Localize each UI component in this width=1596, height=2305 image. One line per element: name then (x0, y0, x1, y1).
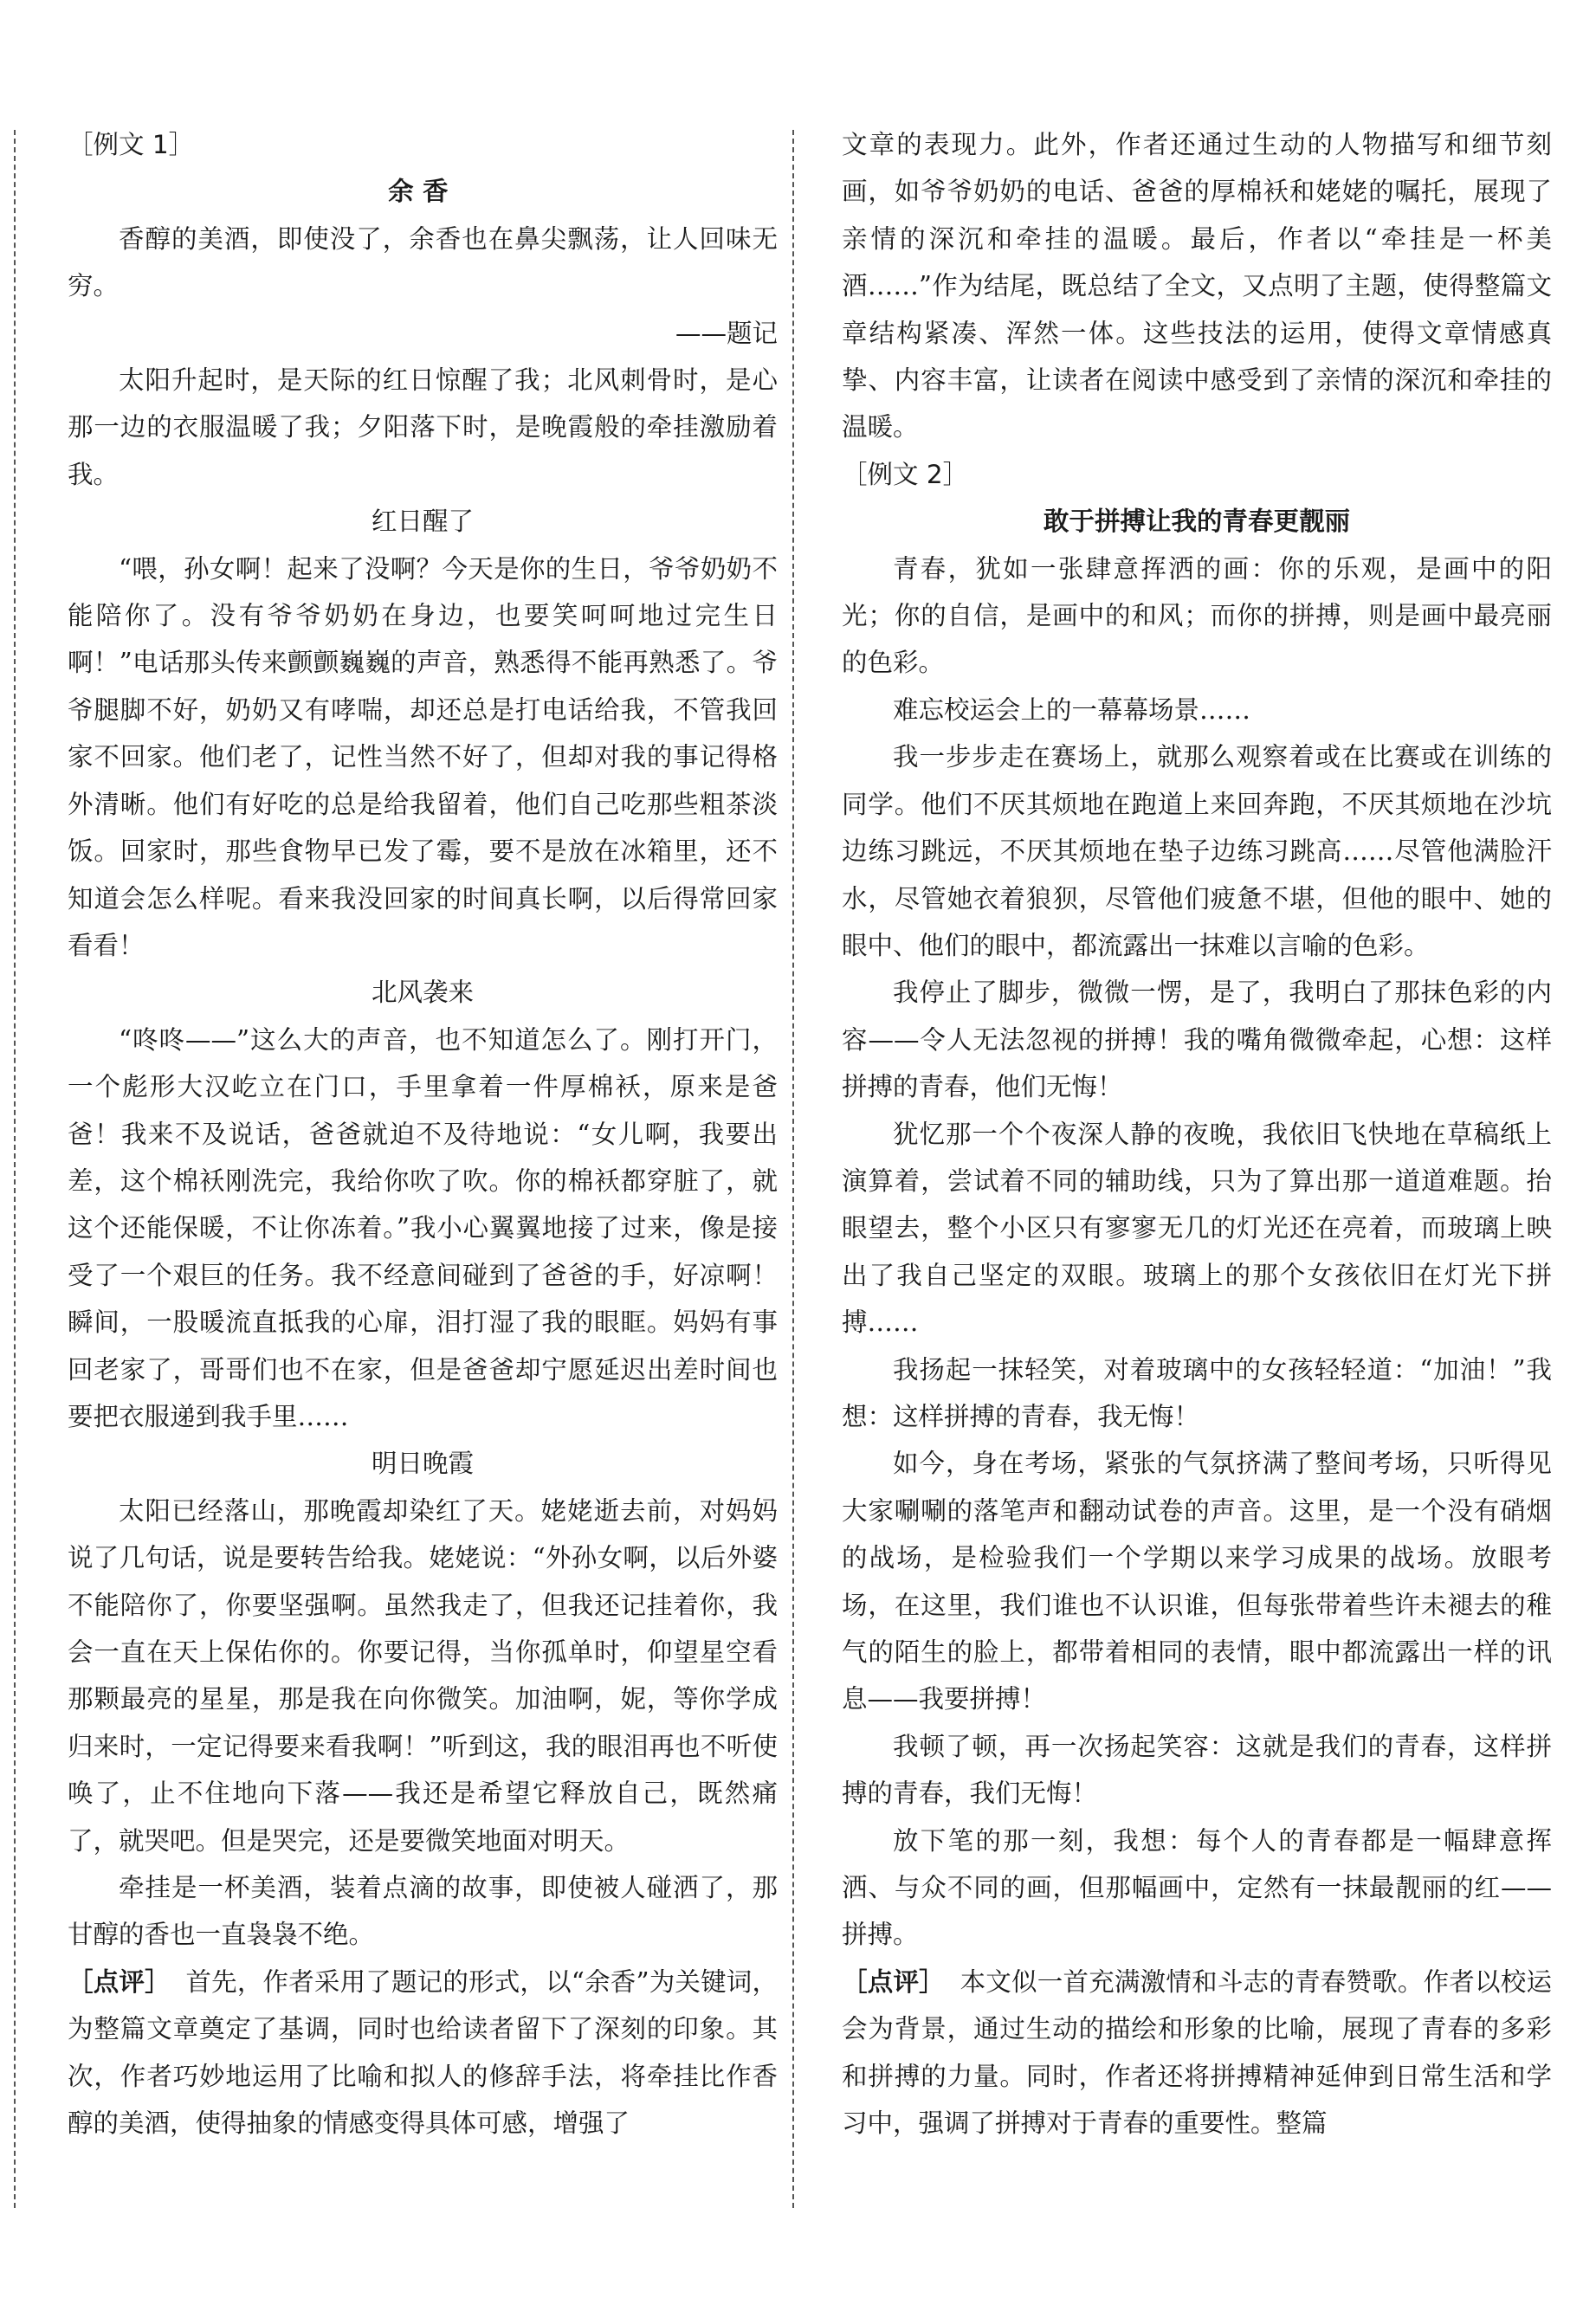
essay-2-paragraph-7: 如今，身在考场，紧张的气氛挤满了整间考场，只听得见大家唰唰的落笔声和翻动试卷的声音。这里，是一个没有硝烟的战场，是检验我们一个学期以来学习成果的战场。放眼考场，在这里，我们谁也不认识谁，但每张带着些许未褪去的稚气的陌生的脸上，都带着相同的表情，眼中都流露出一样的讯息——我要拼搏！ (842, 1449, 1552, 1714)
essay-1-section-3-title: 明日晚霞 (371, 1449, 474, 1479)
essay-2-paragraph-4: 我停止了脚步，微微一愣，是了，我明白了那抹色彩的内容——令人无法忽视的拼搏！我的嘴角微微牵起，心想：这样拼搏的青春，他们无悔！ (842, 978, 1552, 1102)
essay-1-comment-continued: 文章的表现力。此外，作者还通过生动的人物描写和细节刻画，如爷爷奶奶的电话、爸爸的厚棉袄和姥姥的嘱托，展现了亲情的深沉和牵挂的温暖。最后，作者以“牵挂是一杯美酒……”作为结尾，既总结了全文，又点明了主题，使得整篇文章结构紧凑、浑然一体。这些技法的运用，使得文章情感真挚、内容丰富，让读者在阅读中感受到了亲情的深沉和牵挂的温暖。 (842, 130, 1552, 442)
essay-1-section-1-title: 红日醒了 (371, 507, 474, 537)
essay-2-paragraph-5: 犹忆那一个个夜深人静的夜晚，我依旧飞快地在草稿纸上演算着，尝试着不同的辅助线，只为了算出那一道道难题。抬眼望去，整个小区只有寥寥无几的灯光还在亮着，而玻璃上映出了我自己坚定的双眼。玻璃上的那个女孩依旧在灯光下拼搏…… (842, 1119, 1552, 1338)
essay-1-intro: 太阳升起时，是天际的红日惊醒了我；北风刺骨时，是心那一边的衣服温暖了我；夕阳落下时，是晚霞般的牵挂激励着我。 (68, 365, 778, 489)
essay-1-comment-text: 首先，作者采用了题记的形式，以“余香”为关键词，为整篇文章奠定了基调，同时也给读者留下了深刻的印象。其次，作者巧妙地运用了比喻和拟人的修辞手法，将牵挂比作香醇的美酒，使得抽象的情感变得具体可感，增强了 (68, 1966, 778, 2139)
essay-1-epigraph: 香醇的美酒，即使没了，余香也在鼻尖飘荡，让人回味无穷。 (68, 223, 778, 301)
essay-1-ending: 牵挂是一杯美酒，装着点滴的故事，即使被人碰洒了，那甘醇的香也一直袅袅不绝。 (68, 1873, 778, 1950)
example-1-label: ［例文 1］ (68, 130, 195, 159)
essay-1-epigraph-sign: ——题记 (675, 318, 778, 348)
essay-1-comment (68, 1959, 778, 2147)
essay-2-paragraph-8: 我顿了顿，再一次扬起笑容：这就是我们的青春，这样拼搏的青春，我们无悔！ (842, 1731, 1552, 1809)
essay-2-title: 敢于拼搏让我的青春更靓丽 (1043, 507, 1350, 537)
left-column (68, 121, 778, 2147)
essay-1-section-2-text: “咚咚——”这么大的声音，也不知道怎么了。刚打开门，一个彪形大汉屹立在门口，手里拿着一件厚棉袄，原来是爸爸！我来不及说话，爸爸就迫不及待地说：“女儿啊，我要出差，这个棉袄刚洗完，我给你吹了吹。你的棉袄都穿脏了，就这个还能保暖，不让你冻着。”我小心翼翼地接了过来，像是接受了一个艰巨的任务。我不经意间碰到了爸爸的手，好凉啊！瞬间，一股暖流直抵我的心扉，泪打湿了我的眼眶。妈妈有事回老家了，哥哥们也不在家，但是爸爸却宁愿延迟出差时间也要把衣服递到我手里…… (68, 1024, 778, 1431)
example-2-label: ［例文 2］ (842, 459, 969, 489)
essay-2-paragraph-6: 我扬起一抹轻笑，对着玻璃中的女孩轻轻道：“加油！”我想：这样拼搏的青春，我无悔！ (842, 1354, 1552, 1431)
essay-2-comment-text: 本文似一首充满激情和斗志的青春赞歌。作者以校运会为背景，通过生动的描绘和形象的比喻，展现了青春的多彩和拼搏的力量。同时，作者还将拼搏精神延伸到日常生活和学习中，强调了拼搏对于青春的重要性。整篇 (842, 1966, 1552, 2139)
essay-1-comment-label: ［点评］ (68, 1966, 171, 1997)
essay-1-section-2-title: 北风袭来 (371, 978, 474, 1008)
essay-2-paragraph-2: 难忘校运会上的一幕幕场景…… (893, 694, 1251, 725)
essay-1-title: 余香 (388, 177, 457, 207)
essay-1-section-3-text: 太阳已经落山，那晚霞却染红了天。姥姥逝去前，对妈妈说了几句话，说是要转告给我。姥姥说：“外孙女啊，以后外婆不能陪你了，你要坚强啊。虽然我走了，但我还记挂着你，我会一直在天上保佑你的。你要记得，当你孤单时，仰望星空看那颗最亮的星星，那是我在向你微笑。加油啊，妮，等你学成归来时，一定记得要来看我啊！”听到这，我的眼泪再也不听使唤了，止不住地向下落——我还是希望它释放自己，既然痛了，就哭吧。但是哭完，还是要微笑地面对明天。 (68, 1495, 778, 1856)
left-margin-divider (14, 130, 16, 2208)
essay-2-paragraph-9: 放下笔的那一刻，我想：每个人的青春都是一幅肆意挥洒、与众不同的画，但那幅画中，定然有一抹最靓丽的红——拼搏。 (842, 1825, 1552, 1950)
essay-2-comment (842, 1959, 1552, 2147)
essay-2-paragraph-3: 我一步步走在赛场上，就那么观察着或在比赛或在训练的同学。他们不厌其烦地在跑道上来回奔跑，不厌其烦地在沙坑边练习跳远，不厌其烦地在垫子边练习跳高……尽管他满脸汗水，尽管她衣着狼狈，尽管他们疲惫不堪，但他的眼中、她的眼中、他们的眼中，都流露出一抹难以言喻的色彩。 (842, 742, 1552, 960)
right-column (842, 121, 1552, 2147)
column-divider (792, 130, 794, 2208)
essay-1-section-1-text: “喂，孙女啊！起来了没啊？今天是你的生日，爷爷奶奶不能陪你了。没有爷爷奶奶在身边，也要笑呵呵地过完生日啊！”电话那头传来颤颤巍巍的声音，熟悉得不能再熟悉了。爷爷腿脚不好，奶奶又有哮喘，却还总是打电话给我，不管我回家不回家。他们老了，记性当然不好了，但却对我的事记得格外清晰。他们有好吃的总是给我留着，他们自己吃那些粗茶淡饭。回家时，那些食物早已发了霉，要不是放在冰箱里，还不知道会怎么样呢。看来我没回家的时间真长啊，以后得常回家看看！ (68, 553, 778, 960)
essay-2-paragraph-1: 青春，犹如一张肆意挥洒的画：你的乐观，是画中的阳光；你的自信，是画中的和风；而你的拼搏，则是画中最亮丽的色彩。 (842, 553, 1552, 678)
essay-2-comment-label: ［点评］ (842, 1966, 945, 1997)
